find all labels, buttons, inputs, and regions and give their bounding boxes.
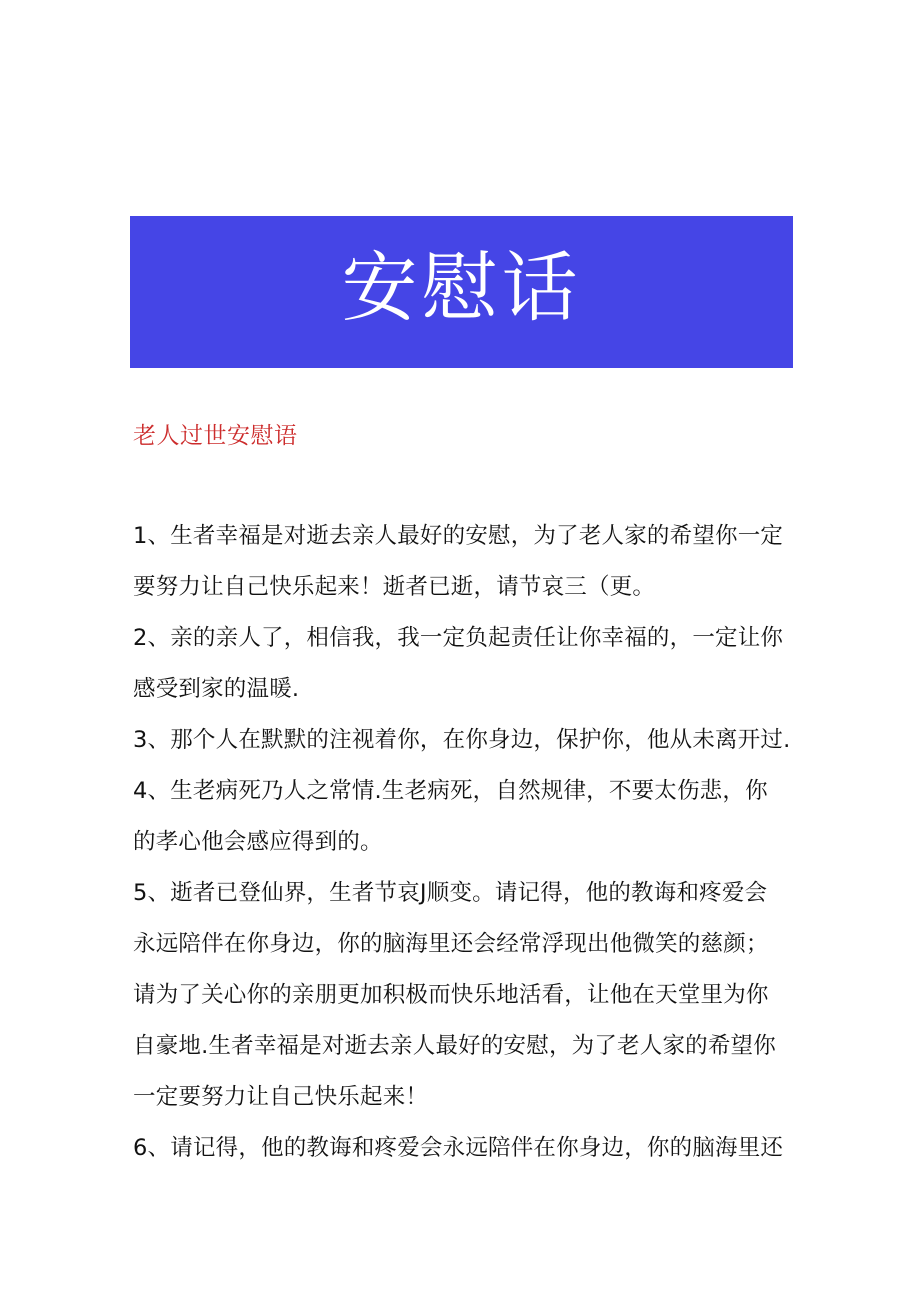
text-line: 永远陪伴在你身边，你的脑海里还会经常浮现出他微笑的慈颜； bbox=[133, 931, 769, 957]
text-line: 感受到家的温暖. bbox=[133, 676, 300, 702]
text-line: 2、亲的亲人了，相信我，我一定负起责任让你幸福的，一定让你 bbox=[133, 625, 784, 651]
text-line: 3、那个人在默默的注视着你，在你身边，保护你，他从未离开过. bbox=[133, 727, 791, 753]
text-line: 1、生者幸福是对逝去亲人最好的安慰，为了老人家的希望你一定 bbox=[133, 523, 784, 549]
title-banner bbox=[130, 216, 793, 368]
text-line: 自豪地.生者幸福是对逝去亲人最好的安慰，为了老人家的希望你 bbox=[133, 1033, 776, 1059]
page-title: 安慰话 bbox=[341, 243, 582, 332]
body-text bbox=[133, 512, 799, 1175]
text-line: 请为了关心你的亲朋更加积极而快乐地活看，让他在天堂里为你 bbox=[133, 982, 769, 1008]
text-line: 5、逝者已登仙界，生者节哀J顺变。请记得，他的教诲和疼爱会 bbox=[133, 880, 768, 906]
text-line: 4、生老病死乃人之常情.生老病死，自然规律，不要太伤悲，你 bbox=[133, 778, 768, 804]
text-line: 6、请记得，他的教诲和疼爱会永远陪伴在你身边，你的脑海里还 bbox=[133, 1135, 784, 1161]
text-line: 一定要努力让自己快乐起来！ bbox=[133, 1084, 429, 1110]
text-line: 要努力让自己快乐起来！逝者已逝，请节哀三（更。 bbox=[133, 574, 656, 600]
text-line: 的孝心他会感应得到的。 bbox=[133, 829, 383, 855]
section-heading: 老人过世安慰语 bbox=[133, 423, 298, 449]
